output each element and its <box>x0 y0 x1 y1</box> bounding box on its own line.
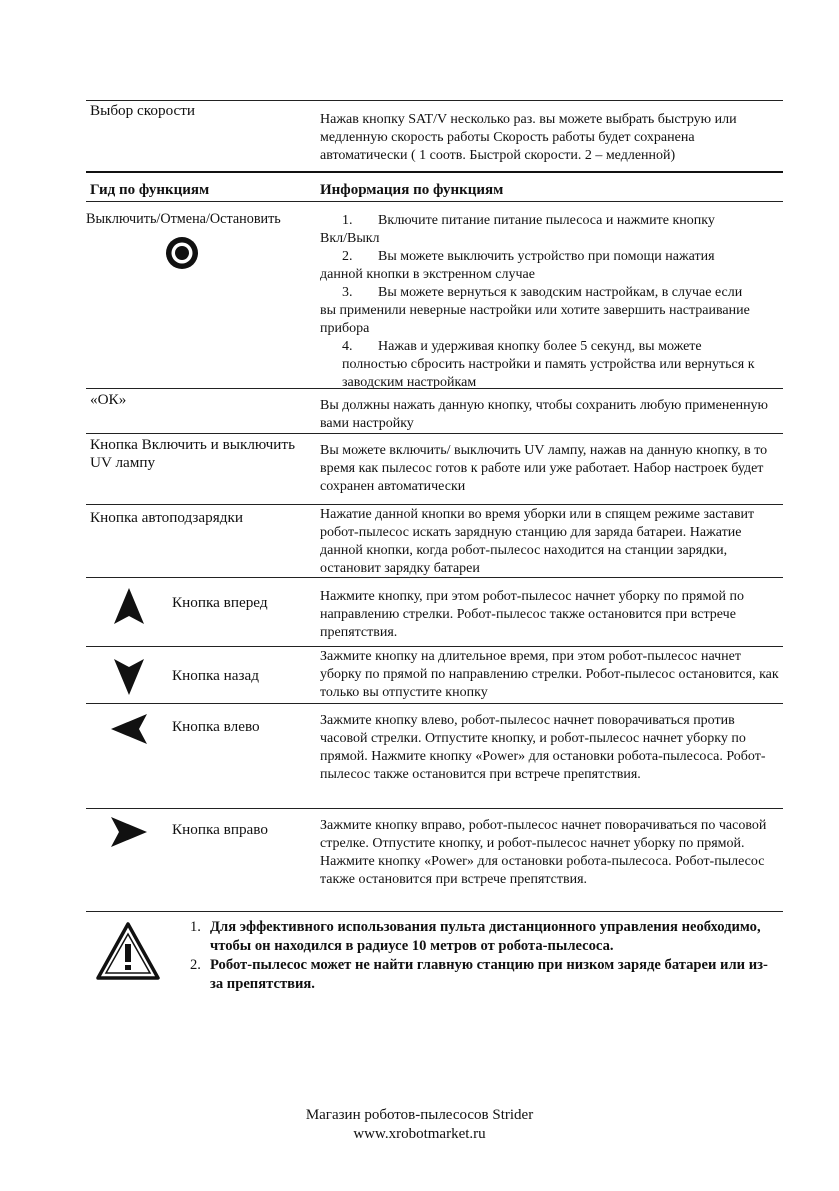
function-table <box>86 100 783 912</box>
power-cell <box>86 202 318 388</box>
warning-triangle-icon <box>96 922 160 980</box>
right-cell <box>86 809 318 911</box>
speed-text: Нажав кнопку SAT/V несколько раз. вы можете выбрать быструю или медленную скорость работы Скорость работы будет сохранена автоматически ( 1 соотв. Быстрой скорости. 2 – медленной) <box>320 112 737 163</box>
uv-text: Вы можете включить/ выключить UV лампу, нажав на данную кнопку, в то время как пылесос готов к работе или уже работает. Набор настроек будет сохранен автоматически <box>320 443 768 494</box>
back-icon-wrap <box>86 647 172 695</box>
forward-label: Кнопка вперед <box>172 594 268 611</box>
footer <box>0 1106 839 1144</box>
power-step-3: 3. Вы можете вернуться к заводским настройкам, в случае если вы применили неверные настройки или хотите завершить настраивание прибора <box>320 285 750 336</box>
power-steps <box>320 212 779 392</box>
arrow-right-icon <box>111 817 147 847</box>
ok-label: «ОК» <box>90 391 127 408</box>
header-col2: Информация по функциям <box>320 182 504 198</box>
power-button-icon <box>165 236 199 270</box>
left-text: Зажмите кнопку влево, робот-пылесос начнет поворачиваться против часовой стрелки. Отпустите кнопку, и робот-пылесос начнет уборку по прямой. Нажмите кнопку «Power» для остановки робота-пылесоса. Робот-пылесос также остановится при встрече препятствия. <box>320 713 766 782</box>
back-cell <box>86 647 318 703</box>
ok-row <box>86 388 783 433</box>
power-step-4: 4. Нажав и удерживая кнопку более 5 секунд, вы можете полностью сбросить настройки и память устройства или вернуться к заводским настройкам <box>342 339 755 390</box>
left-icon-wrap <box>86 704 172 744</box>
power-step-1: 1. Включите питание питание пылесоса и нажмите кнопку Вкл/Выкл <box>320 213 715 246</box>
back-row <box>86 646 783 703</box>
charge-text: Нажатие данной кнопки во время уборки или в спящем режиме заставит робот-пылесос искать зарядную станцию для заряда батареи. Нажатие данной кнопки, когда робот-пылесос находится на станции зарядки, остановит зарядку батареи <box>320 507 755 576</box>
warning-item-1: 1. Для эффективного использования пульта дистанционного управления необходимо, чтобы он находился в радиусе 10 метров от робота-пылесоса. <box>190 919 761 954</box>
power-label: Выключить/Отмена/Остановить <box>86 211 281 227</box>
forward-text: Нажмите кнопку, при этом робот-пылесос начнет уборку по прямой по направлению стрелки. Робот-пылесос также остановится при встрече препятствия. <box>320 589 744 640</box>
uv-row <box>86 433 783 504</box>
arrow-up-icon <box>114 588 144 624</box>
forward-icon-wrap <box>86 578 172 624</box>
arrow-left-icon <box>111 714 147 744</box>
power-row <box>86 201 783 388</box>
power-icon-wrap <box>86 228 318 270</box>
left-row <box>86 703 783 808</box>
right-icon-wrap <box>86 809 172 847</box>
left-cell <box>86 704 318 808</box>
footer-shop-name: Магазин роботов-пылесосов Strider <box>305 1107 534 1123</box>
speed-label: Выбор скорости <box>90 102 196 119</box>
forward-row <box>86 577 783 646</box>
forward-cell <box>86 578 318 646</box>
uv-label: Кнопка Включить и выключить UV лампу <box>90 436 296 471</box>
power-step-2: 2. Вы можете выключить устройство при помощи нажатия данной кнопки в экстренном случае <box>320 249 715 282</box>
table-header <box>86 171 783 201</box>
left-label: Кнопка влево <box>172 718 260 735</box>
back-label: Кнопка назад <box>172 667 260 684</box>
charge-label: Кнопка автоподзарядки <box>90 509 243 526</box>
speed-row <box>86 100 783 171</box>
ok-text: Вы должны нажать данную кнопку, чтобы сохранить любую примененную вами настройку <box>320 398 769 431</box>
warning-item-2: 2. Робот-пылесос может не найти главную станцию при низком заряде батареи или из-за препятствия. <box>190 957 768 992</box>
header-col1: Гид по функциям <box>90 182 210 198</box>
right-row <box>86 808 783 912</box>
right-text: Зажмите кнопку вправо, робот-пылесос начнет поворачиваться по часовой стрелке. Отпустите кнопку, и робот-пылесос начнет уборку по прямой. Нажмите кнопку «Power» для остановки робота-пылесоса. Робот-пылесос также остановится при встрече препятствия. <box>320 818 767 887</box>
arrow-down-icon <box>114 659 144 695</box>
footer-url: www.xrobotmarket.ru <box>353 1126 486 1142</box>
back-text: Зажмите кнопку на длительное время, при этом робот-пылесос начнет уборку по прямой по направлению стрелки. Робот-пылесос остановится, как только вы отпустите кнопку <box>320 649 779 700</box>
right-label: Кнопка вправо <box>172 821 268 838</box>
power-text <box>318 202 783 388</box>
warning-list <box>190 918 770 994</box>
charge-row <box>86 504 783 577</box>
warning-block <box>96 918 786 998</box>
